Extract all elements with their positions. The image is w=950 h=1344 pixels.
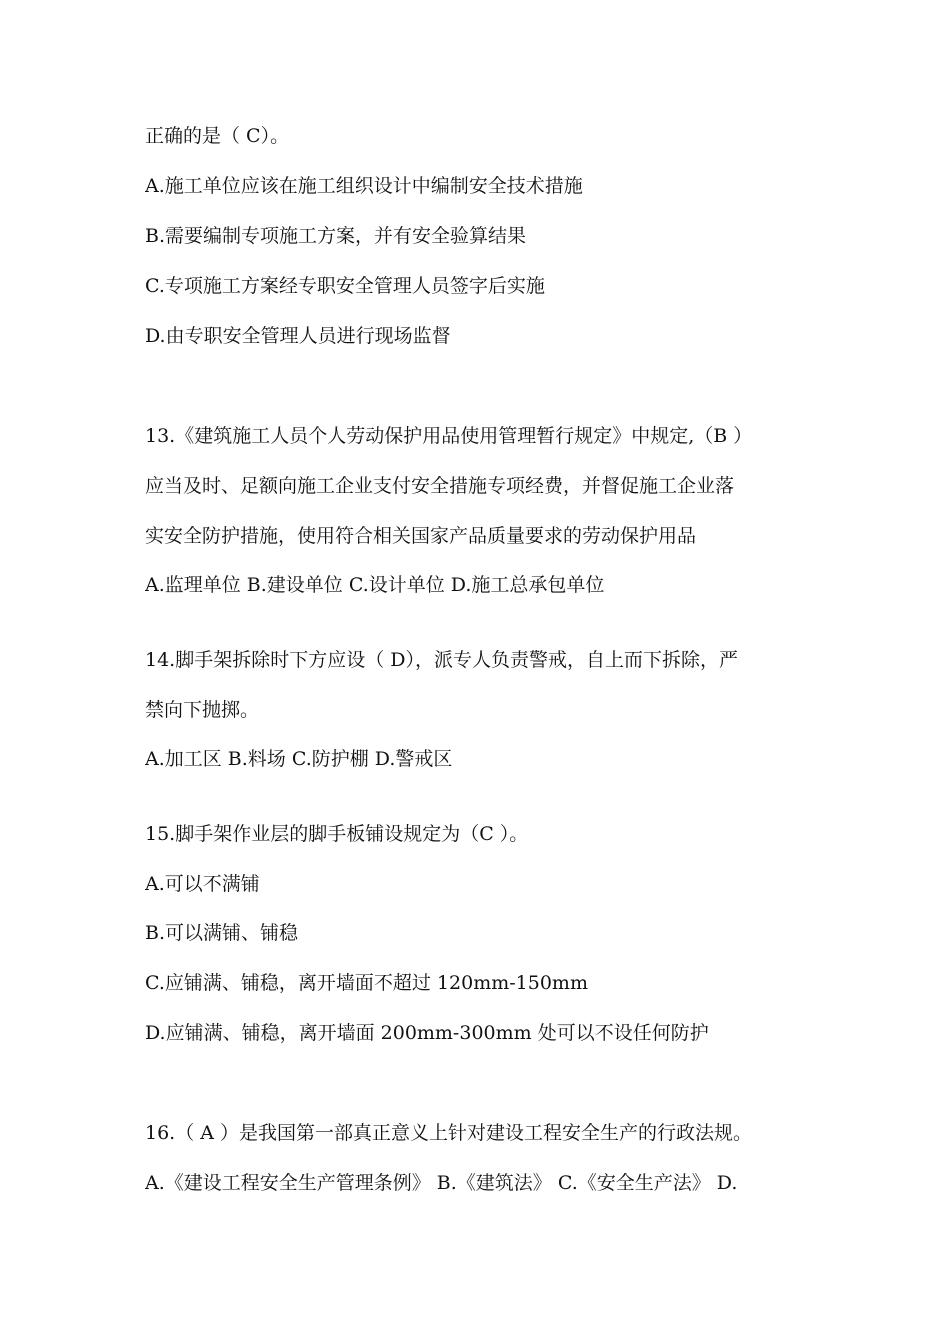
question-15-stem: 15.脚手架作业层的脚手板铺设规定为（C ）。 [145,823,529,845]
question-12-option-c: C.专项施工方案经专职安全管理人员签字后实施 [145,275,545,297]
question-13-options: A.监理单位 B.建设单位 C.设计单位 D.施工总承包单位 [145,574,605,596]
question-16-stem: 16.（ A ）是我国第一部真正意义上针对建设工程安全生产的行政法规。 [145,1122,753,1144]
question-12-option-d: D.由专职安全管理人员进行现场监督 [145,325,451,347]
question-15-option-a: A.可以不满铺 [145,873,260,895]
question-12-option-b: B.需要编制专项施工方案，并有安全验算结果 [145,225,527,247]
question-16-options: A.《建设工程安全生产管理条例》 B.《建筑法》 C.《安全生产法》 D. [145,1172,738,1194]
question-14-options: A.加工区 B.料场 C.防护棚 D.警戒区 [145,748,453,770]
question-15-option-d: D.应铺满、铺稳，离开墙面 200mm-300mm 处可以不设任何防护 [145,1022,709,1044]
question-13-stem-line-1: 13.《建筑施工人员个人劳动保护用品使用管理暂行规定》中规定,（B ） [145,425,753,447]
question-14-stem-line-2: 禁向下抛掷。 [145,699,260,721]
question-13-stem-line-2: 应当及时、足额向施工企业支付安全措施专项经费，并督促施工企业落 [145,475,735,497]
question-15-option-c: C.应铺满、铺稳，离开墙面不超过 120mm-150mm [145,972,588,994]
question-12-option-a: A.施工单位应该在施工组织设计中编制安全技术措施 [145,175,583,197]
question-13-stem-line-3: 实安全防护措施，使用符合相关国家产品质量要求的劳动保护用品 [145,525,697,547]
question-15-option-b: B.可以满铺、铺稳 [145,922,299,944]
question-12-stem-end: 正确的是（ C）。 [145,125,290,147]
question-14-stem-line-1: 14.脚手架拆除时下方应设（ D），派专人负责警戒，自上而下拆除，严 [145,649,738,671]
